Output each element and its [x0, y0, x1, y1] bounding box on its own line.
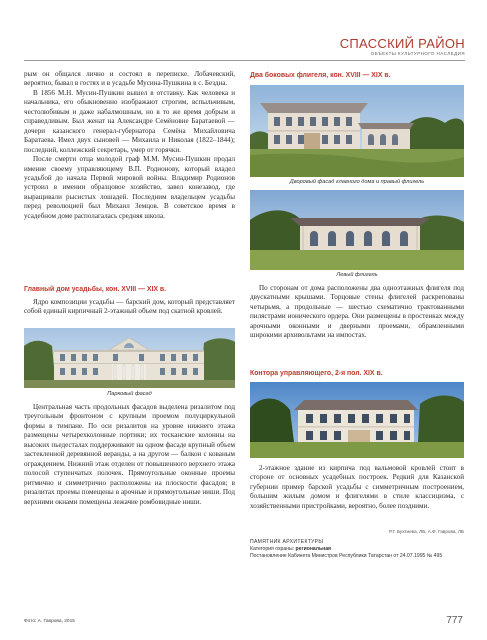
- paragraph: рым он общался лично и состоял в переписке. Лобачевский, вероятно, бывал в гостях и в усадьбе Мусина-Пушкина в с. Бездна.: [24, 70, 235, 88]
- photo-credit: Фото: А. Гаврова, 2015: [24, 619, 75, 624]
- photo-manager-office: [250, 382, 464, 458]
- paragraph: Ядро композиции усадьбы — барский дом, который представляет собой единый кирпичный 2-этажный объем под скатной кровлей.: [24, 298, 235, 316]
- photo-left-wing: [250, 190, 464, 270]
- heading-main-house: Главный дом усадьбы, кон. XVIII — XIX в.: [24, 286, 167, 293]
- left-column-top: [24, 70, 235, 221]
- paragraph: Центральная часть продольных фасадов выделена ризалитом под треугольным фронтоном с крупным проемом полуциркульной формы в тимпане. По оси ризалитов на уровне нижнего этажа размещены четырехколонные портики; их тосканские колонны на высоких пьедесталах поддерживают на одном фасаде крупный объем застекленной деревянной веранды, а на другом — балкон с кованым ограждением. Нижний этаж отделен от повышенного верхнего этажа полосой ступенчатых полочек. Прямоугольные оконные проемы ритмично и симметрично расположены на плоскости фасадов; в ризалитах проемы помещены в арочные и прямоугольные ниши. Под верхними окнами помещены лежачие ромбовидные ниши.: [24, 403, 235, 506]
- section-title: СПАССКИЙ РАЙОН: [339, 36, 465, 51]
- photo-park-facade: [24, 328, 235, 388]
- section-subtitle: ОБЪЕКТЫ КУЛЬТУРНОГО НАСЛЕДИЯ: [370, 51, 465, 56]
- decree-text: Постановление Кабинета Министров Республики Татарстан от 24.07.1995 № 495: [250, 553, 443, 559]
- right-column-wings-text: [250, 284, 464, 341]
- category-label: Категория охраны:: [250, 546, 295, 552]
- paragraph: 2-этажное здание из кирпича под вальмовой кровлей стоит в стороне от основных усадебных построек. Редкий для Казанской губернии пример барской усадьбы с симметричным построением, большим жилым домом и флигелями в стиле классицизма, с хозяйственными пристройками, вероятно, более поздними.: [250, 464, 464, 510]
- caption-courtyard-facade: Дворовый фасад главного дома и правый флигель: [289, 179, 425, 185]
- page-number: 777: [446, 615, 463, 626]
- protection-category: [250, 546, 464, 553]
- paragraph: По сторонам от дома расположены два одноэтажных флигеля под двускатными крышами. Торцовые стены флигелей раскрепованы четырьмя, а продольные — шестью схематично трактованными пилястрами ионического ордера. Они размещены в простенках между арочными оконными и дверными проемами, обрамленными широкими архивольтами на импостах.: [250, 284, 464, 340]
- heading-wings: Два боковых флигеля, кон. XVIII — XIX в.: [250, 72, 391, 79]
- author-signature: Р.Г. Бухтиева, ЛБ, А.Ф. Гаврова, ЛБ: [389, 529, 464, 534]
- monument-title: ПАМЯТНИК АРХИТЕКТУРЫ: [250, 539, 324, 545]
- paragraph: После смерти отца молодой граф М.М. Мусин-Пушкин продал имение своему управляющему В.П. Родионову, который владел усадьбой до начала Первой мировой войны. Владимир Родионов устроил в имении образцовое хозяйство, завел конезавод, где выращивали рысистых лошадей. Последним владельцем усадьбы перед революцией был Михаил Земцов. В советское время в усадебном доме располагалась средняя школа.: [24, 155, 235, 220]
- category-value: региональная: [295, 546, 331, 552]
- right-column-office-text: [250, 464, 464, 511]
- heading-office: Контора управляющего, 2-я пол. XIX в.: [250, 370, 383, 377]
- photo-courtyard-facade: [250, 85, 464, 177]
- caption-left-wing: Левый флигель: [336, 272, 378, 278]
- paragraph: В 1856 М.Н. Мусин-Пушкин вышел в отставку. Как человека и начальника, его обыкновенно изображают строгим, вспыльчивым, честолюбивым и даже набалмошным, но в то же время добрым и справедливым. Был женат на Александре Семёновне Баратаевой — дочери казанского генерал-губернатора Семёна Михайловича Баратаева. Имел двух сыновей — Михаила и Николая (1822–1844); последний, коллежский секретарь, умер от горячки.: [24, 88, 235, 154]
- header-rule: [24, 60, 465, 61]
- caption-park-facade: Парковый фасад: [107, 391, 152, 397]
- left-column-intro: [24, 298, 235, 317]
- left-column-bottom: [24, 403, 235, 507]
- monument-info: [250, 539, 464, 560]
